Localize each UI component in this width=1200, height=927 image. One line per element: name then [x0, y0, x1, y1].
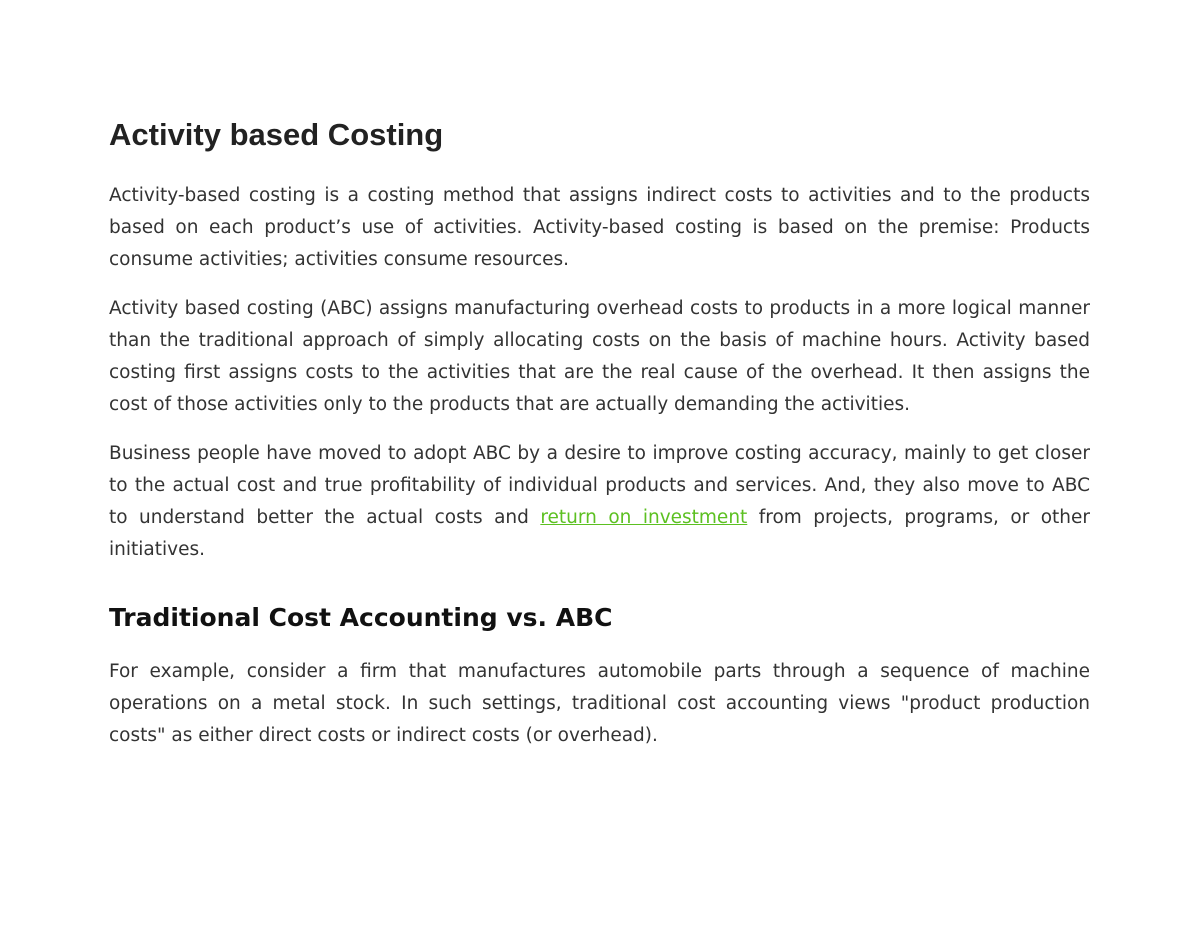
abc-paragraph: Activity based costing (ABC) assigns manufacturing overhead costs to products in a more logical manner than the traditional approach of simply allocating costs on the basis of machine hours. Activity based costing first assigns costs to the activities that are the real cause of the overhead. It then assigns the cost of those activities only to the products that are actually demanding the activities. [109, 298, 1090, 415]
business-paragraph [109, 438, 1090, 566]
intro-paragraph: Activity-based costing is a costing method that assigns indirect costs to activities and to the products based on each product’s use of activities. Activity-based costing is based on the premise: Products consume activities; activities consume resources. [109, 185, 1090, 270]
section-heading: Traditional Cost Accounting vs. ABC [109, 603, 613, 632]
business-paragraph-text: Business people have moved to adopt ABC by a desire to improve costing accuracy, mainly to get closer to the actual cost and true profitability of individual products and services. And, they also move to ABC to understand better the actual costs and [109, 443, 1090, 528]
return-on-investment-link[interactable]: return on investment [540, 507, 748, 528]
page-title: Activity based Costing [109, 117, 444, 152]
example-paragraph: For example, consider a firm that manufactures automobile parts through a sequence of machine operations on a metal stock. In such settings, traditional cost accounting views "product production costs" as either direct costs or indirect costs (or overhead). [109, 661, 1090, 746]
business-paragraph-text-end: from projects, programs, or other initiatives. [109, 507, 1090, 560]
document-page [109, 112, 1090, 769]
